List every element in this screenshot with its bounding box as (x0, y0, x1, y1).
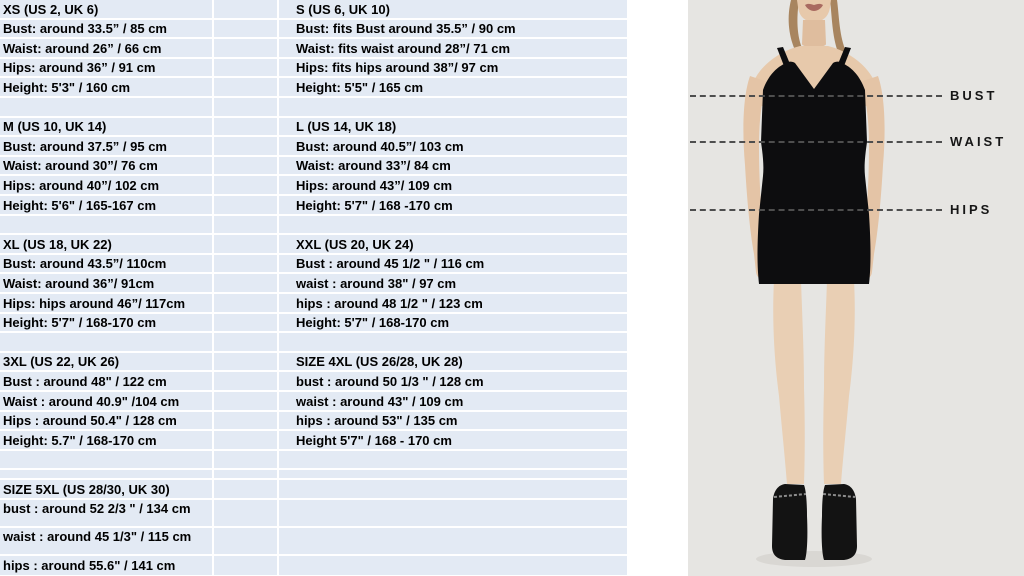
size-cell-line: Hips: fits hips around 38”/ 97 cm (296, 60, 499, 76)
size-cell-line: Bust: around 33.5” / 85 cm (3, 21, 167, 37)
size-cell-line: Height: 5'3" / 160 cm (3, 79, 131, 95)
waist-guide-line (690, 141, 942, 143)
size-cell-line: Height: 5'7" / 168 -170 cm (296, 197, 453, 213)
size-cell-line: Height: 5'7" / 168-170 cm (296, 315, 450, 331)
table-row (0, 98, 627, 116)
size-cell-line: SIZE 5XL (US 28/30, UK 30) (3, 481, 170, 497)
size-cell-line: Bust : around 48" / 122 cm (3, 373, 167, 389)
waist-label: WAIST (950, 134, 1007, 149)
size-cell-line: waist : around 45 1/3" / 115 cm (3, 528, 192, 544)
size-cell-line: hips : around 53" / 135 cm (296, 413, 458, 429)
size-cell-line: Bust : around 45 1/2 " / 116 cm (296, 256, 485, 272)
size-cell-line: L (US 14, UK 18) (296, 119, 397, 135)
size-cell-line: S (US 6, UK 10) (296, 1, 390, 17)
hips-guide-line (690, 209, 942, 211)
size-cell-line: hips : around 48 1/2 " / 123 cm (296, 295, 483, 311)
size-cell-line: Waist: around 26” / 66 cm (3, 40, 162, 56)
table-row (0, 216, 627, 234)
size-cell-line: Height: 5'6" / 165-167 cm (3, 197, 157, 213)
size-cell-line: SIZE 4XL (US 26/28, UK 28) (296, 354, 463, 370)
size-cell-line: Hips: around 36” / 91 cm (3, 60, 156, 76)
size-cell-line: bust : around 52 2/3 " / 134 cm (3, 500, 191, 516)
bust-label: BUST (950, 88, 998, 103)
table-row (0, 470, 627, 478)
size-cell-line: Height 5'7" / 168 - 170 cm (296, 432, 452, 448)
size-cell-line: Waist: around 36”/ 91cm (3, 275, 155, 291)
size-cell-line: Hips: around 40”/ 102 cm (3, 177, 160, 193)
model-illustration (688, 0, 1024, 576)
size-cell-line: Bust: around 37.5” / 95 cm (3, 138, 167, 154)
size-cell-line: Height: 5'5" / 165 cm (296, 79, 424, 95)
bust-guide-line (690, 95, 942, 97)
size-cell-line: Bust: around 40.5”/ 103 cm (296, 138, 464, 154)
size-cell-line: waist : around 43" / 109 cm (296, 393, 464, 409)
size-cell-line: Hips: around 43”/ 109 cm (296, 177, 453, 193)
column-gridline (212, 0, 214, 576)
neck (802, 20, 826, 47)
size-cell-line: Hips: hips around 46”/ 117cm (3, 295, 186, 311)
size-cell-line: XXL (US 20, UK 24) (296, 236, 414, 252)
table-row (0, 333, 627, 351)
size-cell-line: XS (US 2, UK 6) (3, 1, 99, 17)
size-cell-line: M (US 10, UK 14) (3, 119, 107, 135)
size-cell-line: XL (US 18, UK 22) (3, 236, 112, 252)
size-cell-line: Waist: fits waist around 28”/ 71 cm (296, 40, 511, 56)
size-cell-line: Bust: fits Bust around 35.5” / 90 cm (296, 21, 516, 37)
column-gridline (277, 0, 279, 576)
size-cell-line: Hips : around 50.4" / 128 cm (3, 413, 177, 429)
table-row (0, 451, 627, 469)
size-cell-line: Waist : around 40.9" /104 cm (3, 393, 180, 409)
size-cell-line: bust : around 50 1/3 " / 128 cm (296, 373, 484, 389)
size-cell-line: hips : around 55.6" / 141 cm (3, 557, 176, 573)
size-cell-line: waist : around 38" / 97 cm (296, 275, 457, 291)
size-cell-line: Height: 5.7" / 168-170 cm (3, 432, 157, 448)
size-cell-line: Height: 5'7" / 168-170 cm (3, 315, 157, 331)
hips-label: HIPS (950, 202, 993, 217)
size-cell-line: Waist: around 30”/ 76 cm (3, 158, 158, 174)
size-cell-line: 3XL (US 22, UK 26) (3, 354, 120, 370)
model-photo (688, 0, 1024, 576)
size-cell-line: Waist: around 33”/ 84 cm (296, 158, 451, 174)
size-cell-line: Bust: around 43.5”/ 110cm (3, 256, 167, 272)
